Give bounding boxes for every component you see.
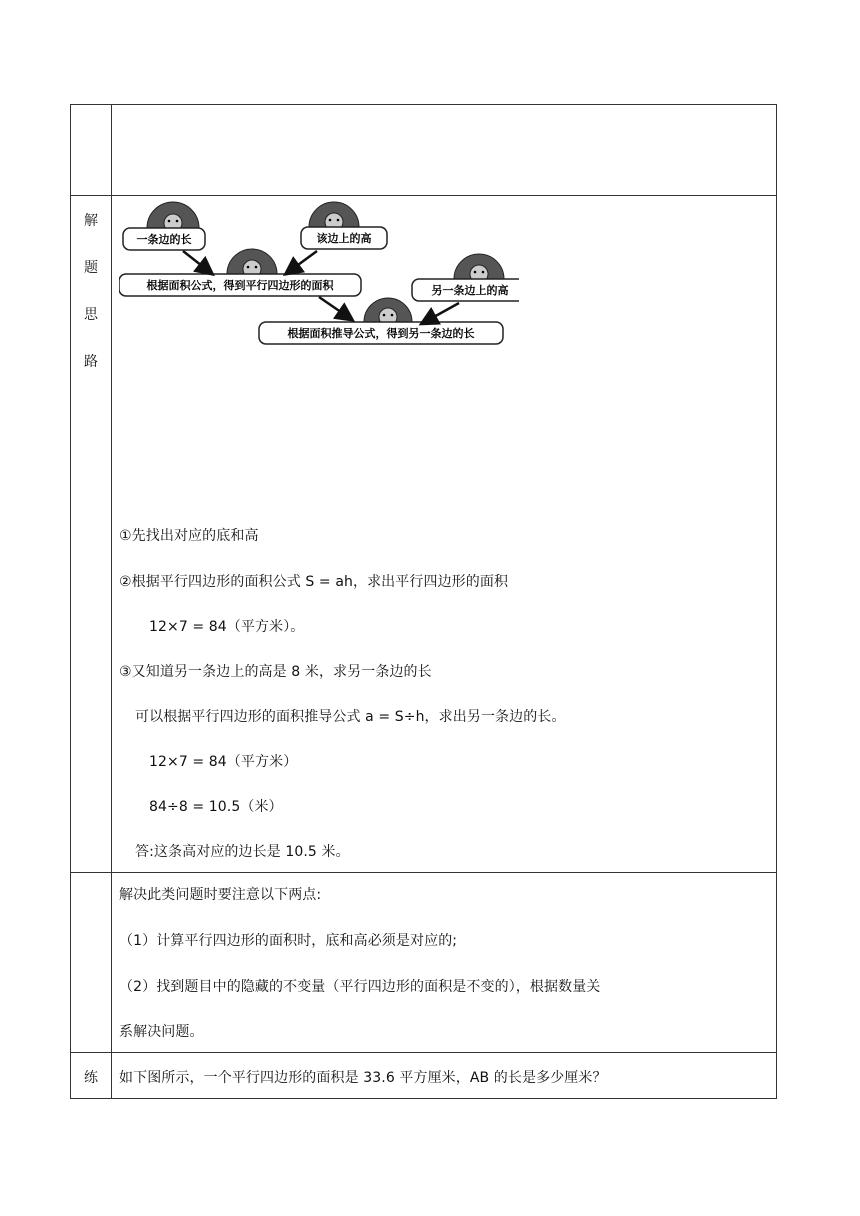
box-area-text: 根据面积公式，得到平行四边形的面积 — [146, 279, 334, 292]
label-char: 思 — [84, 307, 98, 323]
notes-line: 解决此类问题时要注意以下两点: — [119, 887, 322, 903]
solution-line: 84÷8 = 10.5（米） — [149, 799, 283, 815]
notes-line: （2）找到题目中的隐藏的不变量（平行四边形的面积是不变的），根据数量关 — [119, 979, 601, 995]
label-char: 题 — [84, 260, 98, 276]
column-divider — [111, 105, 112, 1098]
arrow-icon — [423, 303, 459, 323]
practice-question: 如下图所示，一个平行四边形的面积是 33.6 平方厘米，AB 的长是多少厘米？ — [119, 1070, 607, 1086]
box-other-height-text: 另一条边上的高 — [431, 284, 509, 297]
box-side-length-text: 一条边的长 — [136, 233, 192, 246]
notes-line: 系解决问题。 — [119, 1024, 204, 1040]
row-divider-1 — [71, 195, 776, 196]
solution-flow-diagram — [119, 199, 519, 359]
solution-line: 可以根据平行四边形的面积推导公式 a = S÷h，求出另一条边的长。 — [135, 709, 566, 725]
main-table — [70, 104, 777, 1099]
label-char: 路 — [84, 354, 98, 370]
label-char: 解 — [84, 213, 98, 229]
box-other-side-text: 根据面积推导公式，得到另一条边的长 — [287, 327, 475, 340]
solution-line: ①先找出对应的底和高 — [119, 528, 259, 544]
box-height-text: 该边上的高 — [316, 232, 372, 245]
answer-line: 答:这条高对应的边长是 10.5 米。 — [135, 844, 350, 860]
arrow-icon — [287, 251, 317, 273]
solution-line: ②根据平行四边形的面积公式 S = ah，求出平行四边形的面积 — [119, 574, 509, 590]
practice-label: 练 — [84, 1070, 98, 1086]
solution-approach-label — [71, 211, 111, 399]
solution-line: 12×7 = 84（平方米）。 — [149, 619, 305, 635]
arrow-icon — [183, 251, 211, 273]
row-divider-3 — [71, 1052, 776, 1053]
row-divider-2 — [71, 872, 776, 873]
solution-line: 12×7 = 84（平方米） — [149, 754, 298, 770]
arrow-icon — [319, 297, 351, 319]
notes-line: （1）计算平行四边形的面积时，底和高必须是对应的; — [119, 933, 458, 949]
solution-line: ③又知道另一条边上的高是 8 米，求另一条边的长 — [119, 664, 432, 680]
